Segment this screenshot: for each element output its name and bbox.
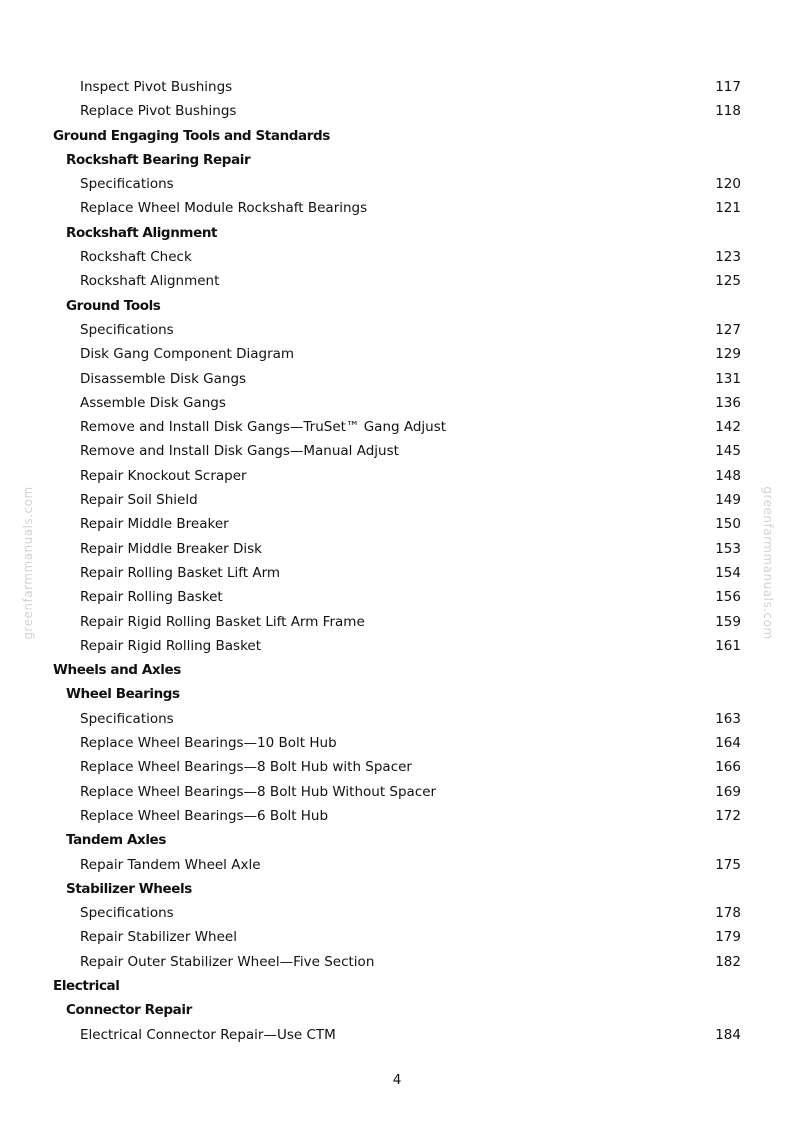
toc-entry[interactable] (0, 512, 794, 536)
toc-entry[interactable] (0, 731, 794, 755)
toc-entry[interactable] (0, 99, 794, 123)
toc-entry-page: 172 (715, 807, 741, 824)
toc-entry-page: 159 (715, 613, 741, 630)
toc-entry-title: Specifications (80, 905, 174, 922)
toc-entry[interactable] (0, 634, 794, 658)
toc-entry-title: Repair Outer Stabilizer Wheel—Five Section (80, 953, 375, 970)
toc-entry-page: 175 (715, 856, 741, 873)
toc-entry[interactable] (0, 537, 794, 561)
toc-subsection-heading (0, 877, 794, 901)
toc-entry-title: Electrical (53, 977, 120, 994)
toc-entry-page: 161 (715, 637, 741, 654)
toc-entry-title: Replace Wheel Bearings—6 Bolt Hub (80, 807, 329, 824)
toc-entry-title: Tandem Axles (66, 832, 166, 849)
table-of-contents (0, 75, 794, 1047)
toc-entry[interactable] (0, 439, 794, 463)
toc-entry-title: Connector Repair (66, 1002, 192, 1019)
watermark-left: greenfarmmanuals.com (21, 486, 35, 640)
toc-entry-page: 166 (715, 759, 741, 776)
toc-entry[interactable] (0, 269, 794, 293)
toc-entry-title: Repair Rolling Basket (80, 589, 223, 606)
toc-entry-title: Replace Wheel Bearings—10 Bolt Hub (80, 735, 337, 752)
toc-entry[interactable] (0, 464, 794, 488)
toc-entry-page: 117 (715, 79, 741, 95)
toc-entry-title: Repair Middle Breaker Disk (80, 540, 262, 557)
toc-entry-title: Replace Wheel Module Rockshaft Bearings (80, 200, 368, 217)
toc-entry-page: 129 (715, 346, 741, 363)
toc-entry-title: Rockshaft Check (80, 249, 192, 266)
toc-entry-page: 121 (715, 200, 741, 217)
page-number: 4 (392, 1072, 402, 1088)
toc-entry-page: 169 (715, 783, 741, 800)
toc-entry-title: Repair Knockout Scraper (80, 467, 247, 484)
toc-entry[interactable] (0, 585, 794, 609)
toc-entry[interactable] (0, 488, 794, 512)
toc-entry[interactable] (0, 610, 794, 634)
toc-entry-title: Repair Rigid Rolling Basket Lift Arm Frame (80, 613, 365, 630)
toc-entry-page: 153 (715, 540, 741, 557)
toc-section-heading (0, 658, 794, 682)
toc-entry-page: 148 (715, 467, 741, 484)
toc-entry[interactable] (0, 245, 794, 269)
toc-entry-page: 142 (715, 419, 741, 436)
toc-subsection-heading (0, 682, 794, 706)
toc-entry-page: 178 (715, 905, 741, 922)
toc-section-heading (0, 124, 794, 148)
toc-entry-title: Ground Tools (66, 297, 161, 314)
toc-entry-title: Repair Tandem Wheel Axle (80, 856, 261, 873)
toc-entry-page: 164 (715, 735, 741, 752)
toc-entry-title: Assemble Disk Gangs (80, 394, 226, 411)
toc-entry-title: Repair Stabilizer Wheel (80, 929, 237, 946)
watermark-right: greenfarmmanuals.com (761, 486, 775, 640)
toc-entry[interactable] (0, 172, 794, 196)
toc-entry-title: Specifications (80, 321, 174, 338)
toc-entry-page: 131 (715, 370, 741, 387)
toc-section-heading (0, 974, 794, 998)
toc-entry-page: 145 (715, 443, 741, 460)
toc-entry-title: Electrical Connector Repair—Use CTM (80, 1026, 336, 1043)
toc-entry[interactable] (0, 925, 794, 949)
toc-entry[interactable] (0, 342, 794, 366)
toc-entry[interactable] (0, 707, 794, 731)
toc-entry-page: 136 (715, 394, 741, 411)
toc-entry-title: Repair Rolling Basket Lift Arm (80, 564, 281, 581)
toc-entry[interactable] (0, 75, 794, 99)
toc-entry[interactable] (0, 561, 794, 585)
toc-subsection-heading (0, 148, 794, 172)
toc-entry[interactable] (0, 755, 794, 779)
toc-entry[interactable] (0, 318, 794, 342)
toc-entry-page: 123 (715, 249, 741, 266)
toc-entry[interactable] (0, 853, 794, 877)
toc-entry-title: Specifications (80, 710, 174, 727)
toc-entry-title: Rockshaft Alignment (80, 273, 220, 290)
toc-entry-page: 120 (715, 176, 741, 193)
toc-entry-page: 150 (715, 516, 741, 533)
toc-entry[interactable] (0, 415, 794, 439)
toc-entry[interactable] (0, 196, 794, 220)
toc-entry[interactable] (0, 1023, 794, 1047)
toc-entry[interactable] (0, 391, 794, 415)
toc-entry-title: Repair Middle Breaker (80, 516, 229, 533)
toc-entry-title: Repair Rigid Rolling Basket (80, 637, 262, 654)
toc-subsection-heading (0, 998, 794, 1022)
toc-subsection-heading (0, 294, 794, 318)
toc-entry[interactable] (0, 950, 794, 974)
toc-entry-title: Wheels and Axles (53, 662, 181, 679)
toc-entry[interactable] (0, 367, 794, 391)
toc-entry-title: Rockshaft Bearing Repair (66, 151, 251, 168)
toc-entry-page: 149 (715, 492, 741, 509)
toc-entry-title: Ground Engaging Tools and Standards (53, 127, 330, 144)
toc-entry-title: Replace Wheel Bearings—8 Bolt Hub Without Spacer (80, 783, 437, 800)
toc-entry-page: 182 (715, 953, 741, 970)
toc-entry-title: Inspect Pivot Bushings (80, 79, 233, 95)
toc-entry-title: Wheel Bearings (66, 686, 180, 703)
toc-entry-title: Replace Pivot Bushings (80, 103, 237, 120)
toc-entry-title: Rockshaft Alignment (66, 224, 218, 241)
toc-entry-page: 163 (715, 710, 741, 727)
toc-entry[interactable] (0, 804, 794, 828)
toc-entry[interactable] (0, 901, 794, 925)
toc-subsection-heading (0, 221, 794, 245)
toc-entry-title: Remove and Install Disk Gangs—TruSet™ Gang Adjust (80, 419, 447, 436)
toc-entry[interactable] (0, 780, 794, 804)
toc-entry-page: 154 (715, 564, 741, 581)
toc-entry-title: Disk Gang Component Diagram (80, 346, 295, 363)
toc-entry-page: 127 (715, 321, 741, 338)
toc-entry-title: Repair Soil Shield (80, 492, 198, 509)
toc-entry-title: Disassemble Disk Gangs (80, 370, 247, 387)
toc-entry-title: Remove and Install Disk Gangs—Manual Adjust (80, 443, 399, 460)
toc-entry-title: Replace Wheel Bearings—8 Bolt Hub with Spacer (80, 759, 412, 776)
toc-subsection-heading (0, 828, 794, 852)
toc-entry-page: 184 (715, 1026, 741, 1043)
toc-entry-title: Specifications (80, 176, 174, 193)
toc-entry-page: 118 (715, 103, 741, 120)
toc-entry-page: 179 (715, 929, 741, 946)
toc-entry-page: 125 (715, 273, 741, 290)
toc-entry-page: 156 (715, 589, 741, 606)
toc-entry-title: Stabilizer Wheels (66, 880, 192, 897)
